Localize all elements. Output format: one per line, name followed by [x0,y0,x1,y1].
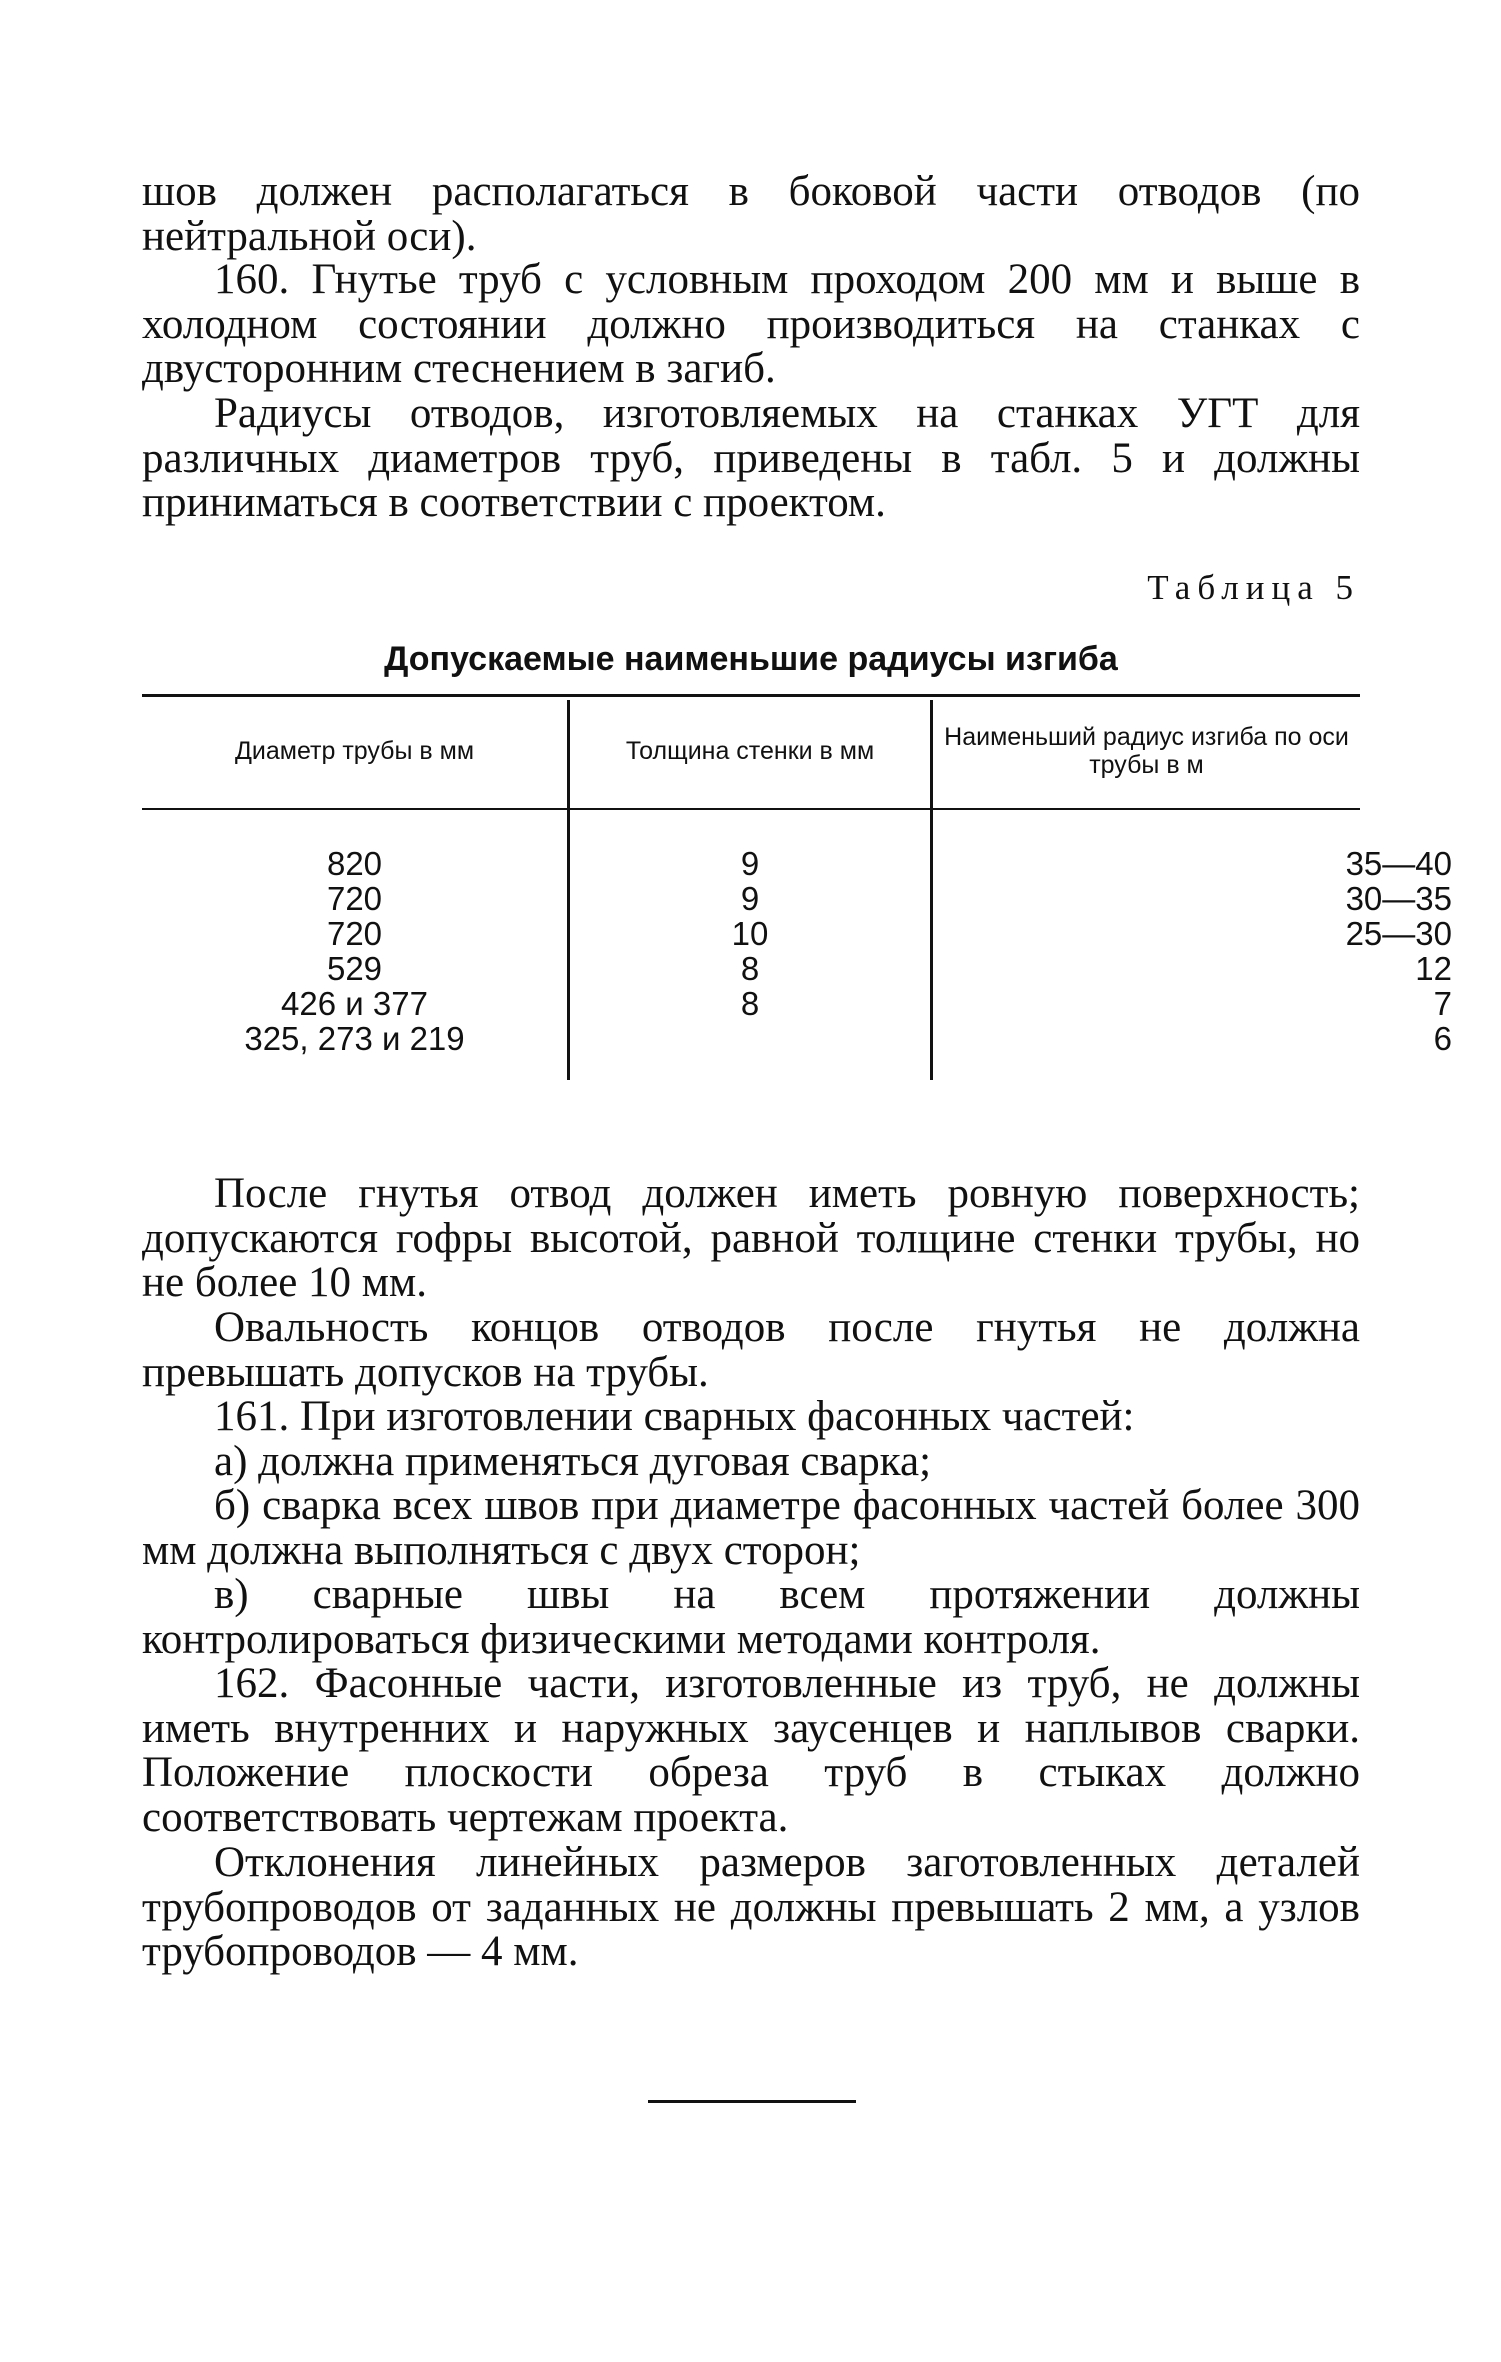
paragraph-text: в) сварные швы на всем протяжении должны контролироваться физическими методами контроля. [142,1571,1360,1663]
table-cell: 325, 273 и 219 [244,1020,465,1057]
table-header-min-radius: Наименьший радиус изгиба по оси трубы в м [944,723,1349,779]
paragraph-161 [142,1395,1360,1440]
table-cell: 529 [326,950,383,987]
table-cell: 25—30 [1345,915,1452,952]
table-cell: 9 [740,845,760,882]
table-cell: 12 [1415,950,1452,987]
paragraph-after-bending [142,1172,1360,1306]
paragraph-text: Овальность концов отводов после гнутья не должна превышать допусков на трубы. [142,1304,1360,1396]
table-cell: 720 [326,915,383,952]
paragraph-text: шов должен располагаться в боковой части отводов (по нейтральной оси). [142,168,1360,260]
table-cell: 7 [1433,985,1452,1022]
paragraph-text: После гнутья отвод должен иметь ровную поверхность; допускаются гофры высотой, равной толщине стенки трубы, но не более 10 мм. [142,1170,1360,1306]
table-cell: 8 [740,950,760,987]
table-column-wall-thickness [570,846,930,1056]
paragraph-161b [142,1484,1360,1573]
table-cell: 820 [326,845,383,882]
table-column-diameter [142,846,567,1056]
table-cell: 35—40 [1345,845,1452,882]
table-header-diameter: Диаметр трубы в мм [234,737,475,765]
table-title: Допускаемые наименьшие радиусы изгиба [384,640,1118,678]
table-cell: 720 [326,880,383,917]
paragraph-161a [142,1440,1360,1485]
paragraph-ovality [142,1306,1360,1395]
table-column-min-radius [1142,845,1452,1057]
paragraph-text: а) должна применяться дуговая сварка; [214,1438,932,1485]
table-header-wall-thickness: Толщина стенки в мм [625,737,875,765]
section-end-rule [648,2100,856,2103]
paragraph-160 [142,258,1360,392]
paragraph-continuation [142,170,1360,259]
table-header-rule [142,808,1360,810]
paragraph-text: 160. Гнутье труб с условным проходом 200 мм и выше в холодном состоянии должно производиться на станках с двусторонним стеснением в загиб. [142,256,1360,392]
table-cell: 6 [1433,1020,1452,1057]
table-cell: 10 [731,915,769,952]
table-cell: 426 и 377 [281,985,428,1022]
paragraph-radii [142,392,1360,526]
paragraph-deviations [142,1841,1360,1975]
radii-table [142,694,1452,1084]
paragraph-text: Радиусы отводов, изготовляемых на станках УГТ для различных диаметров труб, приведены в табл. 5 и должны приниматься в соответствии с проектом. [142,390,1360,526]
paragraph-text: 161. При изготовлении сварных фасонных частей: [214,1393,1135,1440]
table-cell: 9 [740,880,760,917]
paragraph-161c [142,1573,1360,1662]
paragraph-text: б) сварка всех швов при диаметре фасонных частей более 300 мм должна выполняться с двух сторон; [142,1482,1360,1574]
paragraph-162 [142,1662,1360,1840]
paragraph-text: 162. Фасонные части, изготовленные из труб, не должны иметь внутренних и наружных заусенцев и наплывов сварки. Положение плоскости обреза труб в стыках должно соответствовать чертежам проекта. [142,1660,1360,1841]
table-cell [570,1021,930,1056]
table-cell: 8 [740,985,760,1022]
paragraph-text: Отклонения линейных размеров заготовленных деталей трубопроводов от заданных не должны превышать 2 мм, а узлов трубопроводов — 4 мм. [142,1839,1360,1975]
table-caption: Таблица 5 [1147,568,1360,607]
table-cell: 30—35 [1345,880,1452,917]
